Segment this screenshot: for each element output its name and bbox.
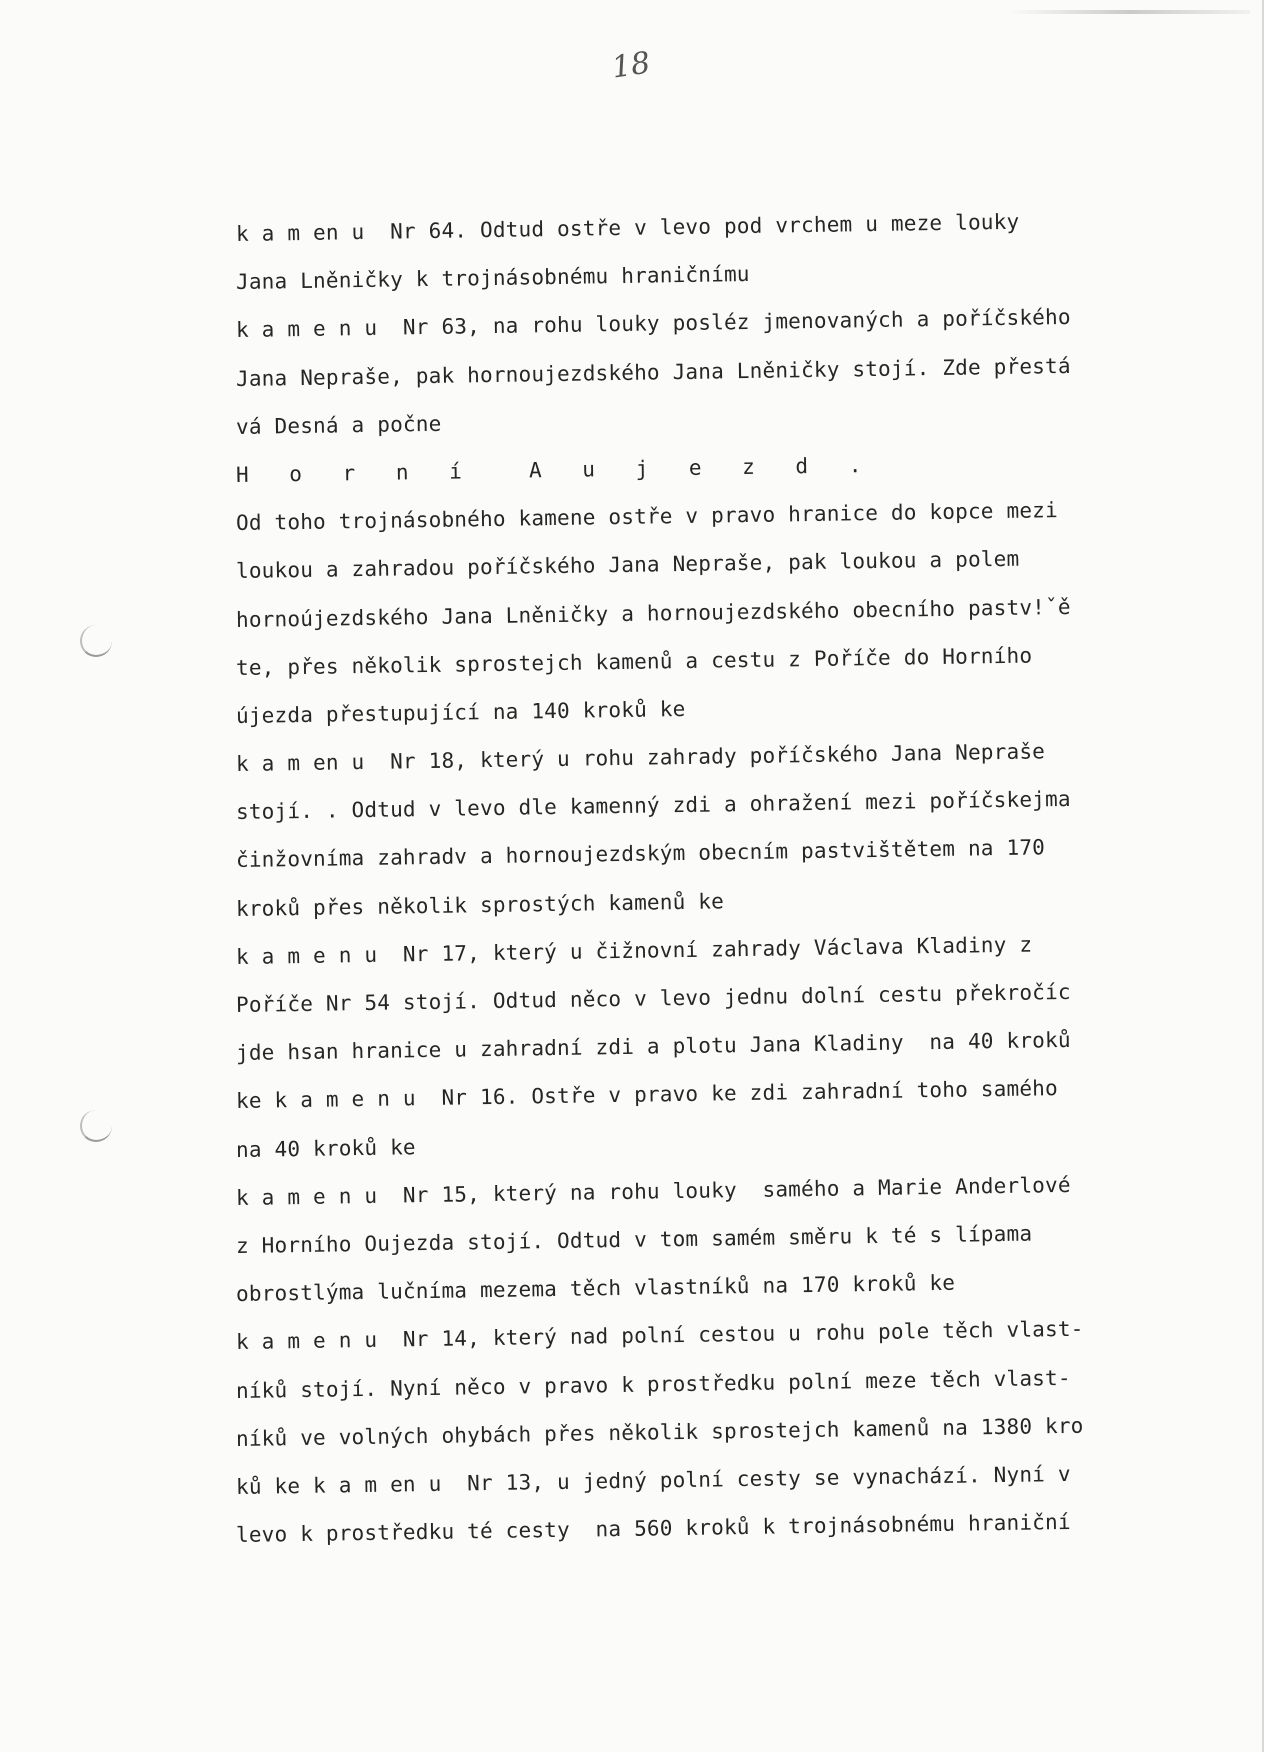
text-line: na 40 kroků ke (235, 1134, 416, 1162)
text-line: k a m en u Nr 64. Odtud ostře v levo pod vrchem u meze louky (235, 209, 1020, 246)
text-line: hornoújezdského Jana Lněničky a hornoujezdského obecního pastv!ˇě (235, 594, 1071, 632)
text-line: níků ve volných ohybách přes několik sprostejch kamenů na 1380 kro (235, 1413, 1084, 1451)
text-line: kroků přes několik sprostých kamenů ke (235, 888, 725, 921)
text-line: k a m en u Nr 18, který u rohu zahrady poříčského Jana Nepraše (235, 739, 1046, 777)
text-line: činžovníma zahradv a hornoujezdským obecním pastvištětem na 170 (235, 835, 1046, 873)
text-line: Jana Nepraše, pak hornoujezdského Jana Lněničky stojí. Zde přestá (235, 353, 1071, 391)
text-line: k a m e n u Nr 15, který na rohu louky samého a Marie Anderlové (235, 1172, 1071, 1210)
text-line: z Horního Oujezda stojí. Odtud v tom samém směru k té s lípama (235, 1221, 1033, 1258)
text-line: obrostlýma lučníma mezema těch vlastníků na 170 kroků ke (235, 1270, 956, 1307)
text-line: jde hsan hranice u zahradní zdi a plotu Jana Kladiny na 40 kroků (235, 1028, 1071, 1066)
punch-hole-mark (80, 625, 112, 657)
text-line: loukou a zahradou poříčského Jana Nepraše, pak loukou a polem (235, 547, 1020, 584)
typewritten-text (236, 210, 1236, 1559)
punch-hole-mark (80, 1110, 112, 1142)
text-line: stojí. . Odtud v levo dle kamenný zdi a ohražení mezi poříčskejma (235, 787, 1071, 825)
text-line: níků stojí. Nyní něco v pravo k prostředku polní meze těch vlast- (235, 1365, 1071, 1403)
text-line: Jana Lněničky k trojnásobnému hraničnímu (235, 262, 750, 295)
text-line: levo k prostředku té cesty na 560 kroků k trojnásobnému hraniční (235, 1509, 1071, 1548)
text-line: ke k a m e n u Nr 16. Ostře v pravo ke zdi zahradní toho samého (235, 1076, 1059, 1114)
text-line: ků ke k a m en u Nr 13, u jedný polní cesty se vynachází. Nyní v (235, 1461, 1071, 1499)
text-line: Od toho trojnásobného kamene ostře v pravo hranice do kopce mezi (235, 498, 1059, 536)
text-line: k a m e n u Nr 14, který nad polní cestou u rohu pole těch vlast- (235, 1316, 1084, 1355)
text-line: újezda přestupující na 140 kroků ke (235, 696, 686, 728)
text-line: k a m e n u Nr 63, na rohu louky posléz jmenovaných a poříčského (235, 305, 1071, 343)
scan-artifact (1010, 10, 1250, 14)
text-line: k a m e n u Nr 17, který u čižnovní zahrady Václava Kladiny z (235, 932, 1033, 969)
text-line: te, přes několik sprostejch kamenů a cestu z Poříče do Horního (235, 643, 1033, 680)
text-line: Poříče Nr 54 stojí. Odtud něco v levo jednu dolní cestu překročíc (235, 979, 1071, 1017)
page-number: 18 (609, 45, 653, 86)
text-line: vá Desná a počne (235, 411, 442, 439)
section-heading: H o r n í A u j e z d . (235, 452, 876, 487)
